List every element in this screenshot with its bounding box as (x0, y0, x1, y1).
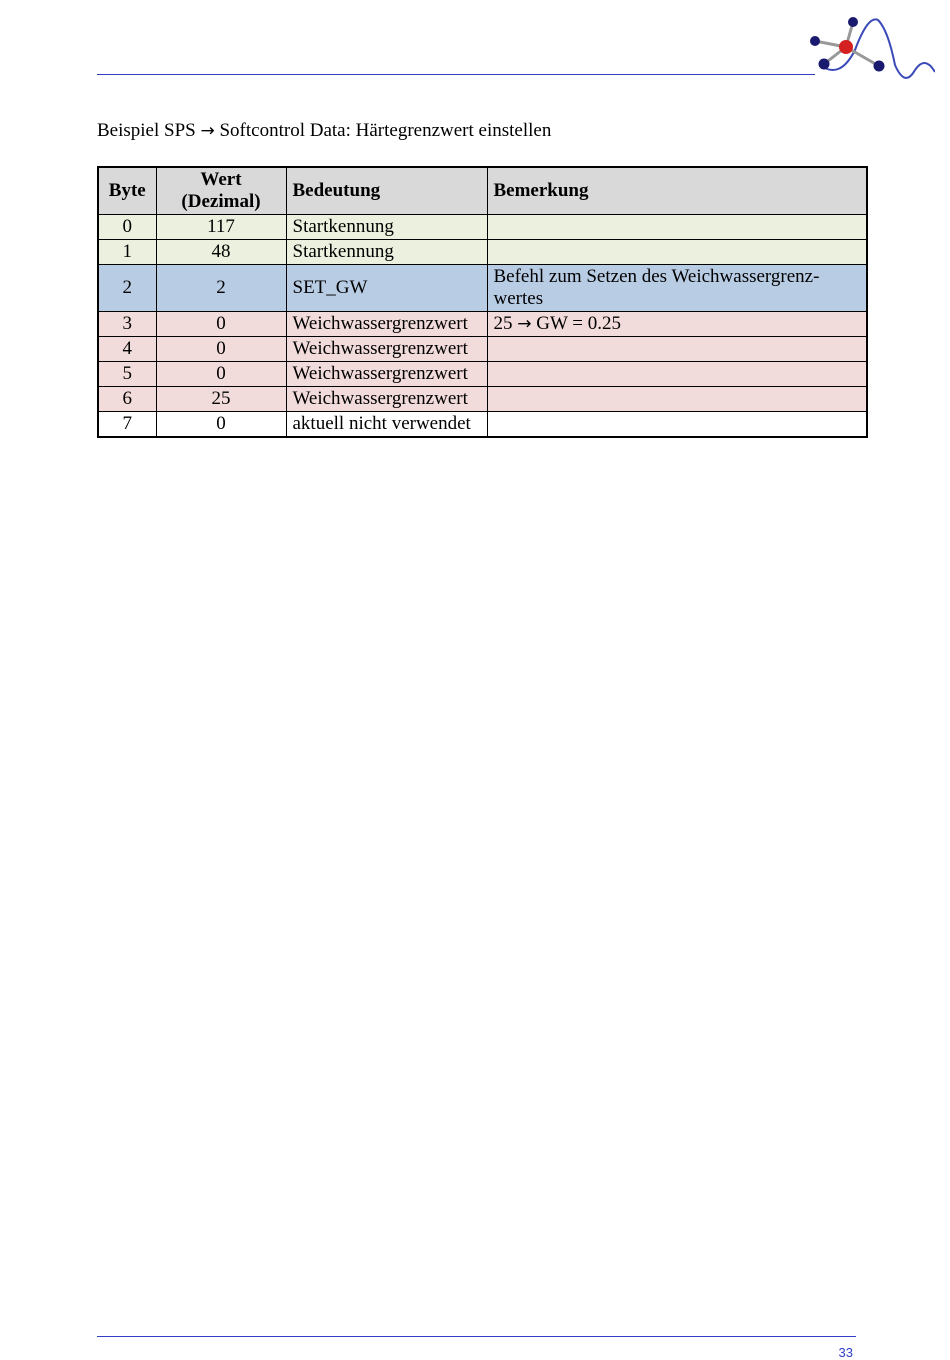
cell-bemerkung (487, 387, 867, 412)
table-row (98, 412, 867, 437)
cell-byte: 3 (98, 312, 156, 337)
cell-bedeutung: Weichwassergrenzwert (286, 312, 487, 337)
cell-bemerkung (487, 240, 867, 265)
table-header-row (98, 167, 867, 215)
arrow-right-icon: → (517, 314, 532, 334)
cell-byte: 5 (98, 362, 156, 387)
caption-prefix: Beispiel SPS (97, 120, 196, 141)
bemerkung-post: GW = 0.25 (536, 313, 622, 334)
cell-wert: 2 (156, 265, 286, 312)
cell-bemerkung (487, 265, 867, 312)
cell-byte: 2 (98, 265, 156, 312)
page-number: 33 (838, 1345, 853, 1360)
cell-bedeutung: SET_GW (286, 265, 487, 312)
cell-bedeutung: Weichwassergrenzwert (286, 337, 487, 362)
header-bemerkung: Bemerkung (487, 167, 867, 215)
cell-wert: 0 (156, 337, 286, 362)
footer-rule (97, 1336, 856, 1337)
protocol-table (97, 166, 868, 438)
cell-byte: 7 (98, 412, 156, 437)
cell-bedeutung: aktuell nicht verwendet (286, 412, 487, 437)
caption-suffix: Softcontrol Data: Härtegrenzwert einstellen (219, 120, 552, 141)
cell-bemerkung (487, 362, 867, 387)
cell-wert: 25 (156, 387, 286, 412)
table-row (98, 337, 867, 362)
cell-wert: 48 (156, 240, 286, 265)
cell-bedeutung: Weichwassergrenzwert (286, 362, 487, 387)
cell-byte: 4 (98, 337, 156, 362)
section-caption (97, 120, 551, 142)
table-row (98, 362, 867, 387)
caption-arrow-icon: → (200, 121, 215, 141)
header-wert-line1: Wert (200, 169, 242, 190)
cell-bemerkung (487, 312, 867, 337)
table-row (98, 265, 867, 312)
bemerkung-line1: Befehl zum Setzen des Weichwassergrenz- (493, 266, 820, 287)
header-bedeutung: Bedeutung (286, 167, 487, 215)
cell-wert: 0 (156, 412, 286, 437)
bemerkung-pre: 25 (493, 313, 513, 334)
header-wert-line2: (Dezimal) (181, 191, 261, 212)
header-wert (156, 167, 286, 215)
cell-bedeutung: Startkennung (286, 215, 487, 240)
cell-wert: 117 (156, 215, 286, 240)
cell-bemerkung (487, 337, 867, 362)
cell-byte: 1 (98, 240, 156, 265)
cell-byte: 6 (98, 387, 156, 412)
bemerkung-line2: wertes (493, 288, 544, 309)
cell-bedeutung: Weichwassergrenzwert (286, 387, 487, 412)
table-row (98, 387, 867, 412)
cell-wert: 0 (156, 312, 286, 337)
molecule-wave-logo-icon (800, 10, 935, 85)
table-row (98, 215, 867, 240)
cell-bedeutung: Startkennung (286, 240, 487, 265)
cell-bemerkung (487, 215, 867, 240)
header-rule (97, 74, 815, 75)
cell-wert: 0 (156, 362, 286, 387)
table-row (98, 312, 867, 337)
cell-bemerkung (487, 412, 867, 437)
cell-byte: 0 (98, 215, 156, 240)
table-row (98, 240, 867, 265)
header-byte: Byte (98, 167, 156, 215)
